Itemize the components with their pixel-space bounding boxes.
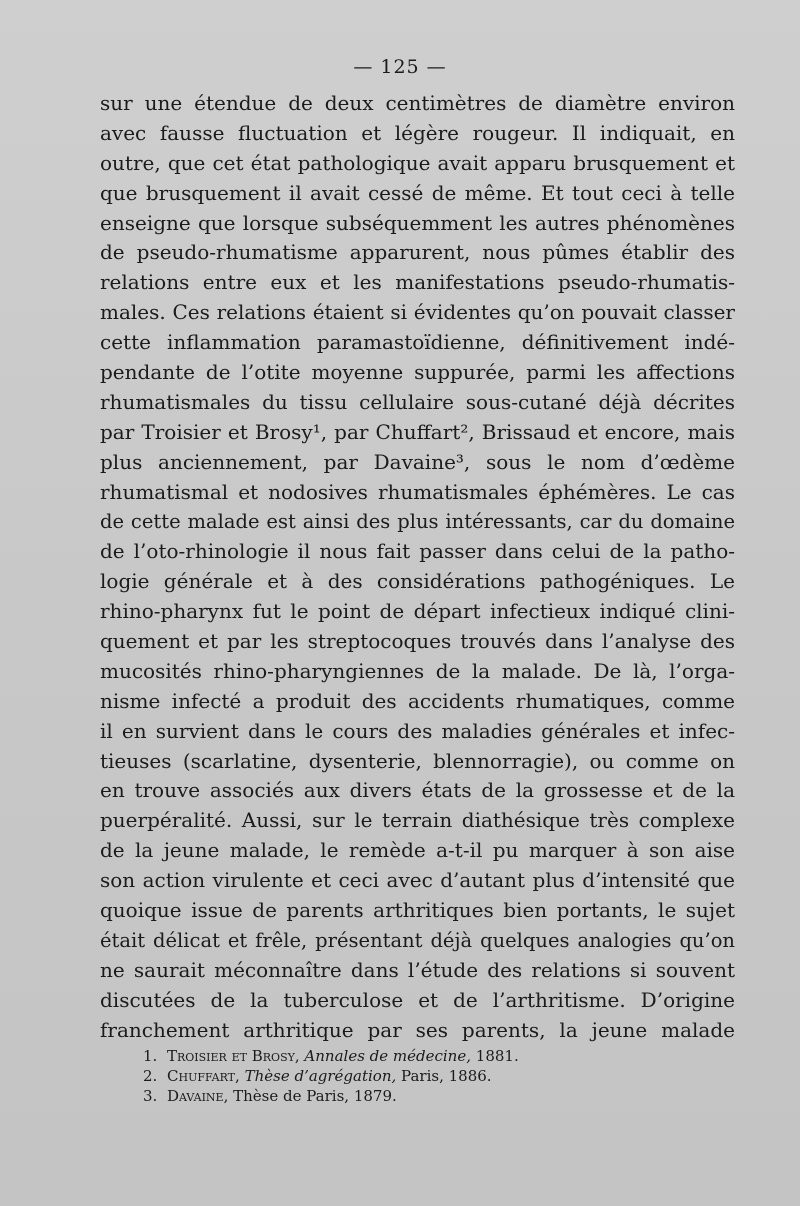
footnote: 1. Troisier et Brosy, Annales de médecine, 1881. <box>143 1047 519 1065</box>
text-line: tieuses (scarlatine, dysenterie, blennorragie), ou comme on <box>100 748 735 773</box>
text-line: quement et par les streptocoques trouvés dans l’analyse des <box>100 629 735 654</box>
text-line: sur une étendue de deux centimètres de diamètre environ <box>100 91 735 115</box>
text-line: logie générale et à des considérations pathogéniques. Le <box>100 569 735 594</box>
text-line: avec fausse fluctuation et légère rougeur. Il indiquait, en <box>100 120 735 145</box>
text-line: de cette malade est ainsi des plus intéressants, car du domaine <box>100 510 735 534</box>
text-line: de l’oto-rhinologie il nous fait passer dans celui de la patho- <box>100 539 735 564</box>
footnote-rest: 1881. <box>475 1047 519 1065</box>
text-line: males. Ces relations étaient si évidentes qu’on pouvait classer <box>100 300 735 325</box>
text-line: rhumatismales du tissu cellulaire sous-cutané déjà décrites <box>100 389 735 414</box>
footnote: 3. Davaine, Thèse de Paris, 1879. <box>143 1087 397 1105</box>
body-text <box>100 89 735 1046</box>
text-line: que brusquement il avait cessé de même. Et tout ceci à telle <box>100 180 735 205</box>
text-line: ne saurait méconnaître dans l’étude des relations si souvent <box>100 957 735 982</box>
page-number: — 125 — <box>353 56 447 78</box>
text-line: nisme infecté a produit des accidents rhumatiques, comme <box>100 688 735 713</box>
text-line: quoique issue de parents arthritiques bien portants, le sujet <box>100 898 735 923</box>
text-line: franchement arthritique par ses parents, la jeune malade <box>100 1017 735 1042</box>
footnote-work: Annales de médecine, <box>304 1047 471 1065</box>
text-line: puerpéralité. Aussi, sur le terrain diathésique très complexe <box>100 808 735 833</box>
footnote-rest: Thèse de Paris, 1879. <box>233 1087 397 1105</box>
footnote-authors: Chuffart <box>167 1067 236 1085</box>
text-line: enseigne que lorsque subséquemment les autres phénomènes <box>100 210 735 235</box>
text-line: son action virulente et ceci avec d’autant plus d’intensité que <box>100 868 735 893</box>
footnote-rest: Paris, 1886. <box>401 1067 492 1085</box>
footnote-authors: Troisier et Brosy <box>167 1047 295 1065</box>
text-line: pendante de l’otite moyenne suppurée, parmi les affections <box>100 360 735 385</box>
footnote-number: 2. <box>143 1067 158 1085</box>
text-line: de pseudo-rhumatisme apparurent, nous pûmes établir des <box>100 240 735 265</box>
text-line: rhino-pharynx fut le point de départ infectieux indiqué clini- <box>100 599 735 624</box>
footnote-number: 3. <box>143 1087 158 1105</box>
footnote-authors: Davaine <box>167 1087 224 1105</box>
footnotes <box>143 1046 703 1106</box>
text-line: en trouve associés aux divers états de la grossesse et de la <box>100 778 735 803</box>
text-line: cette inflammation paramastoïdienne, définitivement indé- <box>100 330 735 355</box>
text-line: était délicat et frêle, présentant déjà quelques analogies qu’on <box>100 928 735 952</box>
text-line: plus anciennement, par Davaine³, sous le nom d’œdème <box>100 449 735 474</box>
text-line: mucosités rhino-pharyngiennes de la malade. De là, l’orga- <box>100 658 735 683</box>
text-line: outre, que cet état pathologique avait apparu brusquement et <box>100 150 735 175</box>
footnote: 2. Chuffart, Thèse d’agrégation, Paris, 1886. <box>143 1067 492 1085</box>
text-line: de la jeune malade, le remède a-t-il pu marquer à son aise <box>100 838 735 863</box>
text-line: discutées de la tuberculose et de l’arthritisme. D’origine <box>100 987 735 1012</box>
footnote-work: Thèse d’agrégation, <box>244 1067 397 1085</box>
text-line: rhumatismal et nodosives rhumatismales éphémères. Le cas <box>100 479 735 504</box>
text-line: il en survient dans le cours des maladies générales et infec- <box>100 718 735 743</box>
text-line: par Troisier et Brosy¹, par Chuffart², Brissaud et encore, mais <box>100 419 735 444</box>
text-line: relations entre eux et les manifestations pseudo-rhumatis- <box>100 270 735 295</box>
footnote-number: 1. <box>143 1047 158 1065</box>
